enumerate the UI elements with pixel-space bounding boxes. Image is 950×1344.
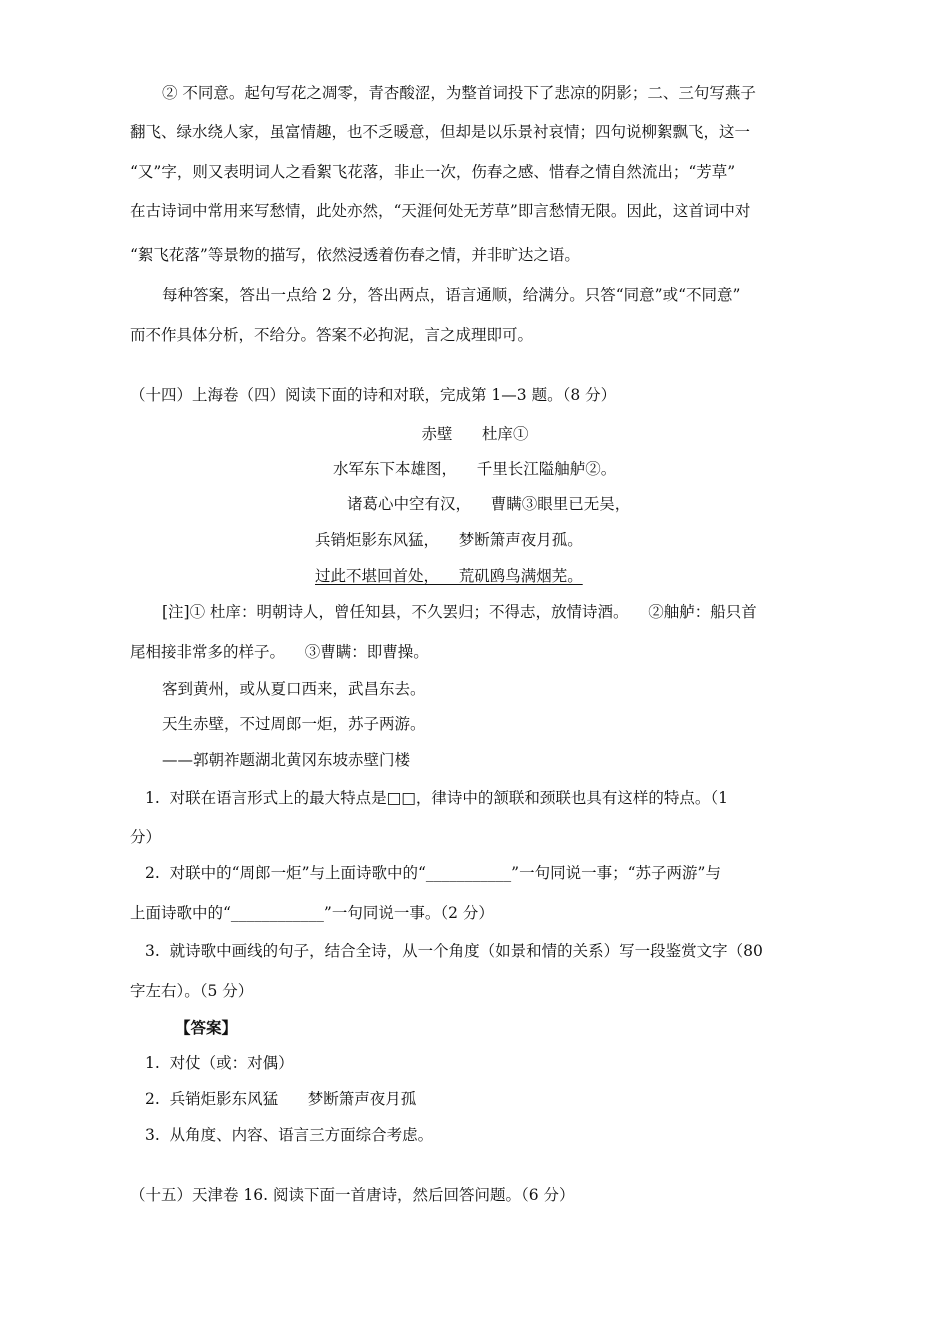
couplet-line-1: 客到黄州，或从夏口西来，武昌东去。 <box>162 680 426 698</box>
poem-line-2: 诸葛心中空有汉， 曹瞒③眼里已无吴， <box>347 495 631 513</box>
question-1-line2: 分） <box>130 828 162 846</box>
para1-line3: “又”字，则又表明词人之看絮飞花落，非止一次，伤春之感、惜春之情自然流出；“芳草” <box>130 163 736 181</box>
section15-heading: （十五）天津卷 16. 阅读下面一首唐诗，然后回答问题。（6 分） <box>130 1186 575 1204</box>
question-2-line1: 2. 对联中的“周郎一炬”与上面诗歌中的“___________”一句同说一事；“苏子两游”与 <box>145 864 721 882</box>
answer-2: 2. 兵销炬影东风猛 梦断箫声夜月孤 <box>145 1090 417 1108</box>
notes-line1: [注]① 杜庠：明朝诗人，曾任知县，不久罢归；不得志，放情诗酒。 ②舳舻：船只首 <box>162 603 757 621</box>
question-1-line1: 1. 对联在语言形式上的最大特点是□□，律诗中的颔联和颈联也具有这样的特点。（1 <box>145 789 729 807</box>
answer-label: 【答案】 <box>175 1018 238 1037</box>
para2-line1: 每种答案，答出一点给 2 分，答出两点，语言通顺，给满分。只答“同意”或“不同意” <box>162 286 741 304</box>
para1-line1: ② 不同意。起句写花之凋零，青杏酸涩，为整首词投下了悲凉的阴影；二、三句写燕子 <box>162 84 756 102</box>
poem-line-1: 水军东下本雄图， 千里长江隘舳舻②。 <box>333 460 617 478</box>
question-2-line2: 上面诗歌中的“____________”一句同说一事。（2 分） <box>130 904 494 922</box>
poem-line-underlined: 过此不堪回首处， 荒矶鸥鸟满烟芜。 <box>315 567 583 585</box>
para1-line5: “絮飞花落”等景物的描写，依然浸透着伤春之情，并非旷达之语。 <box>130 246 580 264</box>
couplet-line-2: 天生赤壁，不过周郎一炬，苏子两游。 <box>162 715 426 733</box>
section14-heading: （十四）上海卷（四）阅读下面的诗和对联，完成第 1—3 题。（8 分） <box>130 386 617 404</box>
answer-3: 3. 从角度、内容、语言三方面综合考虑。 <box>145 1126 434 1144</box>
couplet-attribution: ——郭朝祚题湖北黄冈东坡赤壁门楼 <box>162 751 411 769</box>
poem-line-3: 兵销炬影东风猛， 梦断箫声夜月孤。 <box>315 531 583 549</box>
para1-line2: 翻飞、绿水绕人家，虽富情趣，也不乏暖意，但却是以乐景衬哀情；四句说柳絮飘飞，这一 <box>130 123 751 141</box>
question-3-line2: 字左右）。（5 分） <box>130 982 254 1000</box>
answer-1: 1. 对仗（或：对偶） <box>145 1054 294 1072</box>
notes-line2: 尾相接非常多的样子。 ③曹瞒：即曹操。 <box>130 643 429 661</box>
question-3-line1: 3. 就诗歌中画线的句子，结合全诗，从一个角度（如景和情的关系）写一段鉴赏文字（80 <box>145 942 763 960</box>
poem-title: 赤壁 杜庠① <box>421 425 529 443</box>
para2-line2: 而不作具体分析，不给分。答案不必拘泥，言之成理即可。 <box>130 326 534 344</box>
para1-line4: 在古诗词中常用来写愁情，此处亦然，“天涯何处无芳草”即言愁情无限。因此，这首词中对 <box>130 202 751 220</box>
